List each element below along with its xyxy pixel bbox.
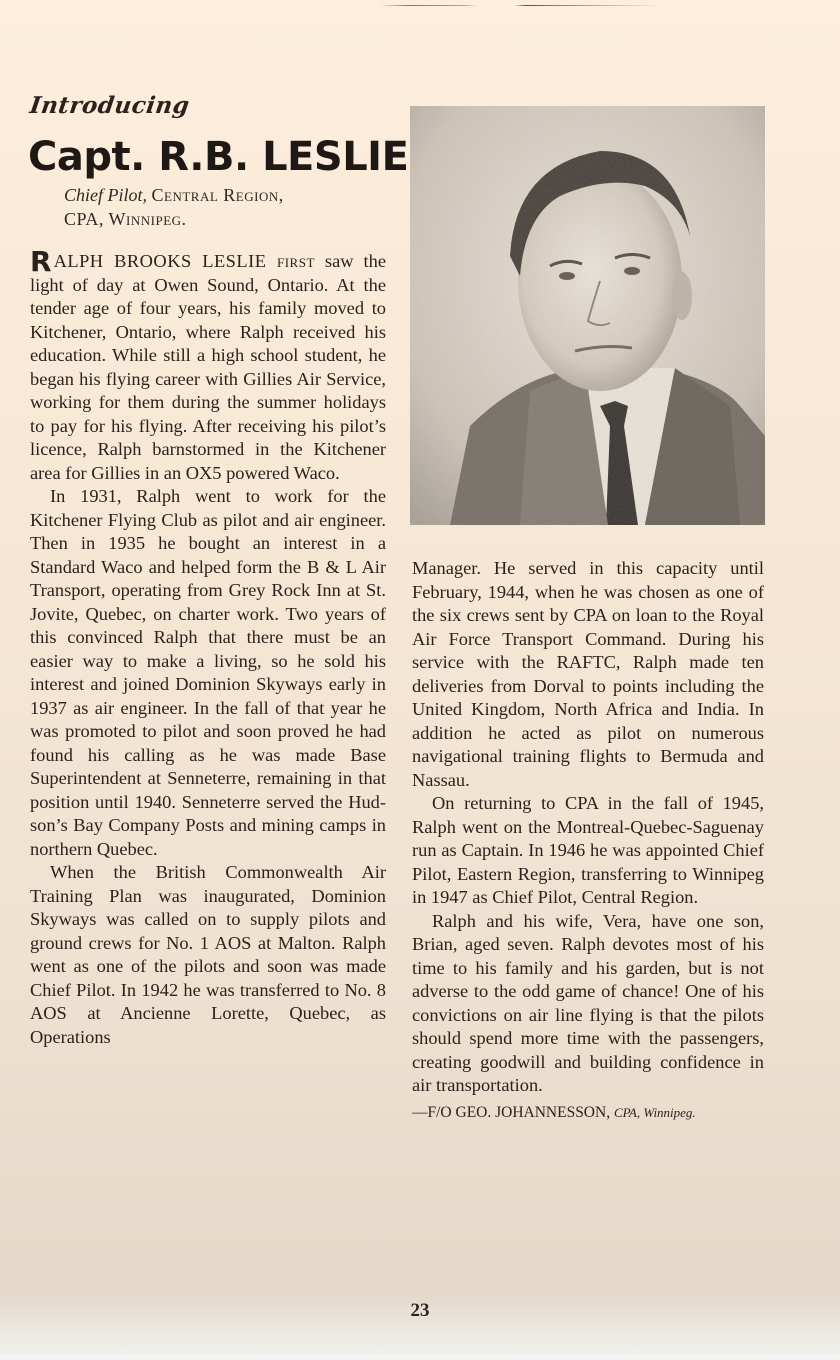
lead-in: ALPH BROOKS LESLIE first [53, 251, 315, 271]
article-title: Capt. R.B. LESLIE [28, 134, 409, 180]
paragraph-4: On returning to CPA in the fall of 1945, Ralph went on the Montreal-Quebec-Saguenay run as Captain. In 1946 he was appointed Chief Pilot, Eastern Region, transferring to Winnipeg in 1947 as Chief Pilot, Central Region. [412, 793, 764, 907]
subtitle-location: CPA, Winnipeg. [64, 209, 187, 229]
drop-cap: R [30, 245, 52, 278]
paragraph-3-start: When the British Commonwealth Air Training Plan was inaugurated, Dominion Skyways was called on to supply pilots and ground crews for No. 1 AOS at Malton. Ralph went as one of the pilots and soon was made Chief Pilot. In 1942 he was transferred to No. 8 AOS at Ancienne Lorette, Quebec, as Operations [30, 862, 386, 1047]
paragraph-1-body: saw the light of day at Owen Sound, Ontario. At the tender age of four years, his family moved to Kitchener, Ontario, where Ralph received his education. While still a high school student, he began his flying career with Gillies Air Service, working for them during the summer holidays to pay for his flying. After receiving his pilot’s licence, Ralph barnstormed in the Kitchener area for Gillies in an OX5 powered Waco. [30, 251, 386, 483]
page-bottom-edge [0, 1354, 840, 1360]
subtitle [64, 183, 284, 231]
article-column-left [30, 245, 386, 1049]
paragraph-1 [30, 245, 386, 485]
paragraph-5: Ralph and his wife, Vera, have one son, Brian, aged seven. Ralph devotes most of his time to his family and his garden, but is not adverse to the odd game of chance! One of his convictions on air line flying is that the pilots should spend more time with the passengers, creating goodwill and building confidence in air transportation. [412, 910, 764, 1095]
article-column-right [412, 557, 764, 1124]
attribution [412, 1101, 764, 1125]
portrait-photo [410, 106, 765, 525]
subtitle-region: Central Region, [151, 185, 284, 205]
paragraph-2: In 1931, Ralph went to work for the Kitchener Flying Club as pilot and air engineer. Then in 1935 he bought an interest in a Standard Waco and helped form the B & L Air Transport, operating from Grey Rock Inn at St. Jovite, Quebec, on charter work. Two years of this convinced Ralph that there must be an easier way to make a living, so he sold his interest and joined Dominion Skyways early in 1937 as air engineer. In the fall of that year he was promoted to pilot and soon proved he had found his calling as he was made Base Superintendent at Senneterre, remaining in that position until 1940. Senneterre served the Hudson’s Bay Company Posts and mining camps in northern Quebec. [30, 486, 386, 859]
subtitle-role: Chief Pilot, [64, 185, 147, 205]
portrait-illustration [410, 106, 765, 525]
attribution-author: —F/O GEO. JOHANNESSON, [412, 1103, 611, 1121]
top-edge-rule [380, 5, 660, 6]
attribution-place: CPA, Winnipeg. [613, 1104, 696, 1120]
paragraph-3-continued: Manager. He served in this capacity until February, 1944, when he was chosen as one of the six crews sent by CPA on loan to the Royal Air Force Transport Command. During his service with the RAFTC, Ralph made ten deliveries from Dorval to points including the United Kingdom, North Africa and India. In addition he acted as pilot on numerous navigational training flights to Bermuda and Nassau. [412, 558, 764, 790]
page-number: 23 [410, 1300, 430, 1321]
kicker-introducing: Introducing [28, 92, 192, 119]
